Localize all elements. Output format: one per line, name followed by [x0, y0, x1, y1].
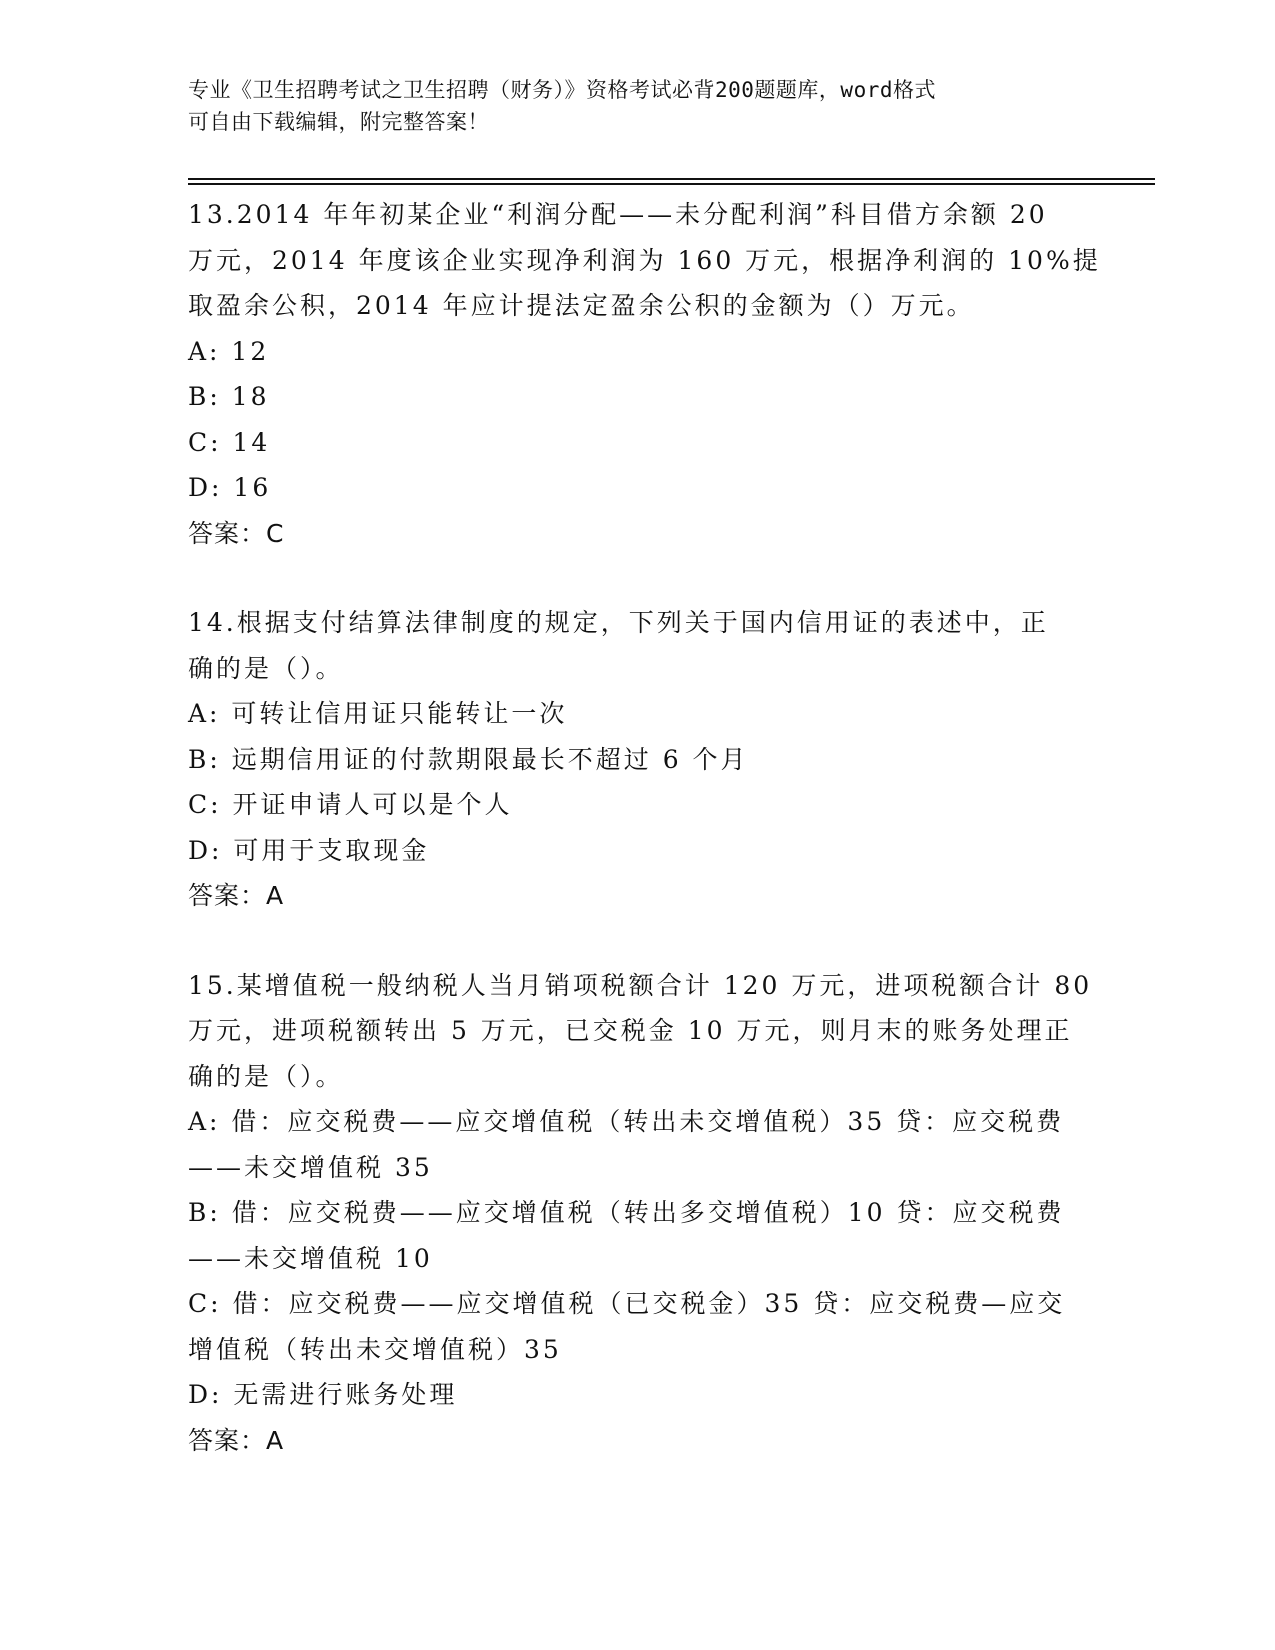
- header-divider-top: [188, 178, 1155, 180]
- option-a: A: 可转让信用证只能转让一次: [188, 699, 568, 728]
- question-14: [188, 600, 1088, 919]
- option-c: C: 借：应交税费——应交增值税（已交税金）35 贷：应交税费—应交: [188, 1289, 1066, 1318]
- option-d: D: 无需进行账务处理: [188, 1380, 458, 1409]
- document-header: [188, 74, 1088, 138]
- option-a: A: 12: [188, 336, 270, 366]
- option-a: A: 借：应交税费——应交增值税（转出未交增值税）35 贷：应交税费: [188, 1107, 1065, 1136]
- question-text-line: 确的是（）。: [188, 1061, 344, 1091]
- question-text-line: 14.根据支付结算法律制度的规定，下列关于国内信用证的表述中，正: [188, 608, 1049, 637]
- answer: 答案：C: [188, 518, 285, 548]
- question-list: [188, 192, 1101, 1463]
- option-b: B: 借：应交税费——应交增值税（转出多交增值税）10 贷：应交税费: [188, 1198, 1065, 1227]
- question-text-line: 确的是（）。: [188, 653, 344, 683]
- option-b: B: 远期信用证的付款期限最长不超过 6 个月: [188, 744, 749, 774]
- option-d: D: 可用于支取现金: [188, 835, 430, 865]
- question-13: [188, 192, 1101, 556]
- question-text-line: 万元，进项税额转出 5 万元，已交税金 10 万元，则月末的账务处理正: [188, 1016, 1073, 1045]
- option-d: D: 16: [188, 473, 272, 502]
- question-text-line: 15.某增值税一般纳税人当月销项税额合计 120 万元，进项税额合计 80: [188, 970, 1093, 1000]
- header-line-1: 专业《卫生招聘考试之卫生招聘（财务）》资格考试必背200题题库，word格式: [188, 78, 936, 102]
- option-b: B: 18: [188, 382, 270, 411]
- option-a-continued: ——未交增值税 35: [188, 1152, 433, 1182]
- option-c-continued: 增值税（转出未交增值税）35: [188, 1334, 562, 1364]
- question-text-line: 13.2014 年年初某企业“利润分配——未分配利润”科目借方余额 20: [188, 200, 1048, 229]
- question-15: [188, 963, 1093, 1464]
- option-c: C: 14: [188, 427, 271, 457]
- answer: 答案：A: [188, 881, 285, 910]
- header-divider-bottom: [188, 183, 1155, 185]
- question-text-line: 万元，2014 年度该企业实现净利润为 160 万元，根据净利润的 10%提: [188, 245, 1101, 275]
- option-b-continued: ——未交增值税 10: [188, 1243, 433, 1273]
- answer: 答案：A: [188, 1425, 285, 1455]
- header-line-2: 可自由下载编辑，附完整答案！: [188, 110, 489, 134]
- option-c: C: 开证申请人可以是个人: [188, 790, 513, 819]
- question-text-line: 取盈余公积，2014 年应计提法定盈余公积的金额为（）万元。: [188, 291, 975, 320]
